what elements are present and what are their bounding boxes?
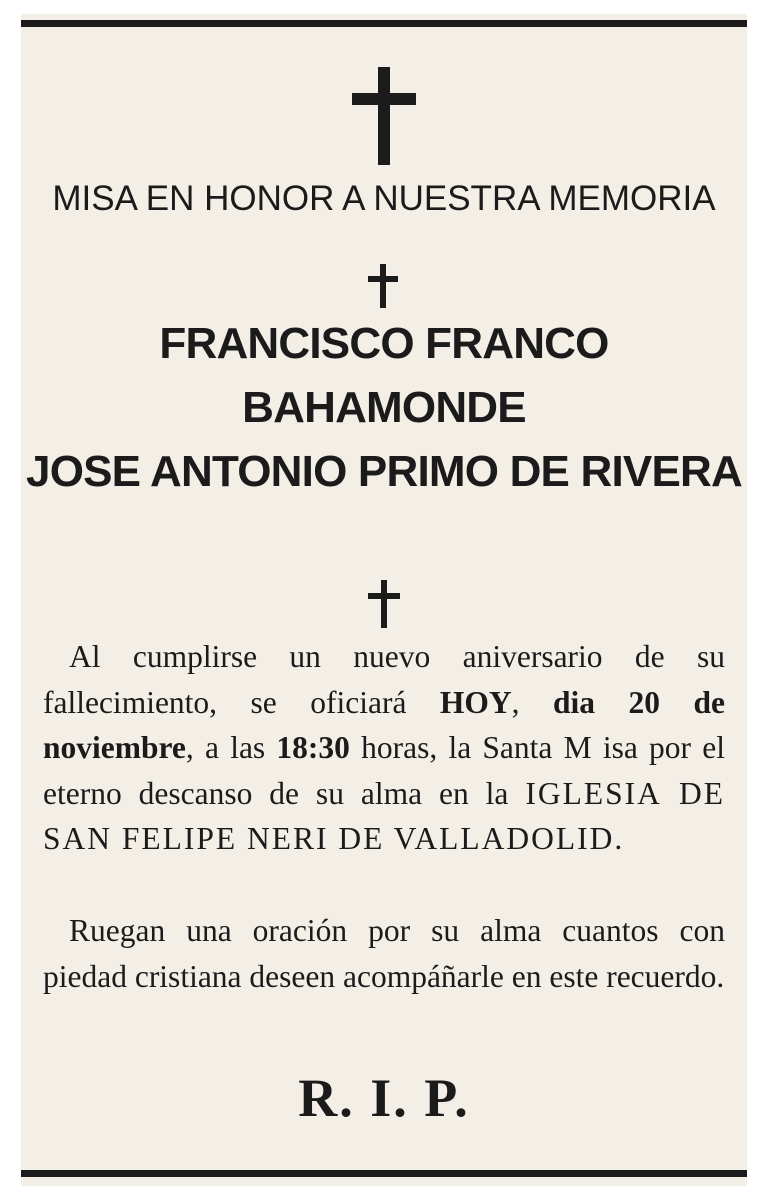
prayer-request-paragraph: Ruegan una oración por su alma cuantos con piedad cristiana deseen acompáñarle en este recuerdo.	[43, 913, 725, 994]
small-cross-icon-lower	[368, 580, 400, 628]
announcement-paragraph	[43, 634, 725, 862]
bottom-border-rule	[21, 1170, 747, 1177]
mass-time: 18:30	[276, 730, 350, 765]
announcement-text-4: horas, la Santa M isa por el eterno descanso de su alma en la	[43, 730, 725, 811]
top-border-rule	[21, 20, 747, 27]
church-name: IGLESIA DE SAN FELIPE NERI DE VALLADOLID	[43, 775, 726, 856]
deceased-name-primo-de-rivera: JOSE ANTONIO PRIMO DE RIVERA	[26, 447, 742, 496]
mass-title: MISA EN HONOR A NUESTRA MEMORIA	[52, 179, 716, 218]
deceased-name-franco: FRANCISCO FRANCO BAHAMONDE	[159, 319, 609, 432]
latin-cross-icon	[352, 67, 416, 165]
obituary-notice	[21, 14, 747, 1186]
mass-date: dia 20 de noviembre	[43, 684, 726, 765]
small-cross-icon	[368, 264, 398, 308]
announcement-text-5: .	[614, 821, 623, 856]
rip-label: R. I. P.	[298, 1068, 470, 1128]
today-label: HOY	[439, 684, 512, 720]
announcement-text-1: Al cumplirse un nuevo aniversario de su fallecimiento, se oficiará	[43, 639, 725, 720]
announcement-text-3: , a las	[185, 730, 277, 765]
announcement-text-2: ,	[511, 684, 554, 720]
